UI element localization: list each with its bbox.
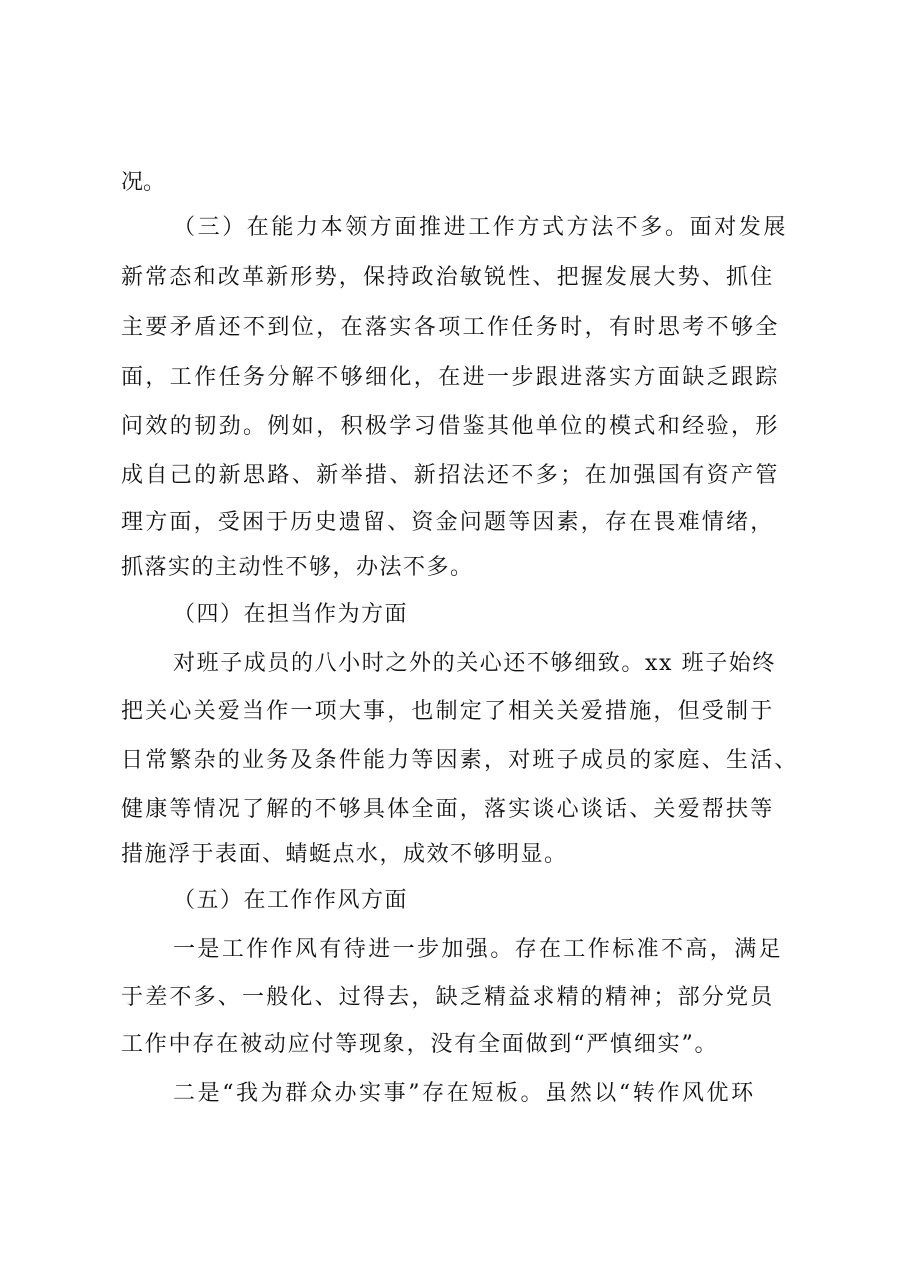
text-line: 抓落实的主动性不够，办法不多。 — [121, 555, 474, 580]
text-line: 于差不多、一般化、过得去，缺乏精益求精的精神；部分党员 — [121, 985, 775, 1010]
text-line: 新常态和改革新形势，保持政治敏锐性、把握发展大势、抓住 — [121, 265, 775, 290]
text-line: 对班子成员的八小时之外的关心还不够细致。xx 班子始终 — [173, 651, 777, 676]
text-line: 日常繁杂的业务及条件能力等因素，对班子成员的家庭、生活、 — [121, 748, 799, 773]
text-line: 工作中存在被动应付等现象，没有全面做到“严慎细实”。 — [121, 1032, 719, 1057]
text-line: 成自己的新思路、新举措、新招法还不多；在加强国有资产管 — [121, 463, 780, 488]
text-line: 把关心关爱当作一项大事，也制定了相关关爱措施，但受制于 — [121, 699, 775, 724]
text-line: 况。 — [121, 170, 166, 195]
text-line: 一是工作作风有待进一步加强。存在工作标准不高，满足 — [173, 937, 784, 962]
text-line: 健康等情况了解的不够具体全面，落实谈心谈话、关爱帮扶等 — [121, 797, 775, 822]
text-line: 措施浮于表面、蜻蜓点水，成效不够明显。 — [121, 842, 568, 867]
text-line: 主要矛盾还不到位，在落实各项工作任务时，有时思考不够全 — [121, 315, 780, 340]
text-line: 理方面，受困于历史遗留、资金问题等因素，存在畏难情绪， — [121, 510, 775, 535]
text-line: 问效的韧劲。例如，积极学习借鉴其他单位的模式和经验，形 — [121, 414, 780, 439]
section-heading: （四）在担当作为方面 — [173, 602, 409, 627]
text-line: 面，工作任务分解不够细化，在进一步跟进落实方面缺乏跟踪 — [121, 365, 780, 390]
section-heading: （五）在工作作风方面 — [173, 888, 409, 913]
section-heading: （三）在能力本领方面推进工作方式方法不多。面对发展 — [173, 215, 789, 240]
text-line: 二是“我为群众办实事”存在短板。虽然以“转作风优环 — [173, 1081, 756, 1106]
